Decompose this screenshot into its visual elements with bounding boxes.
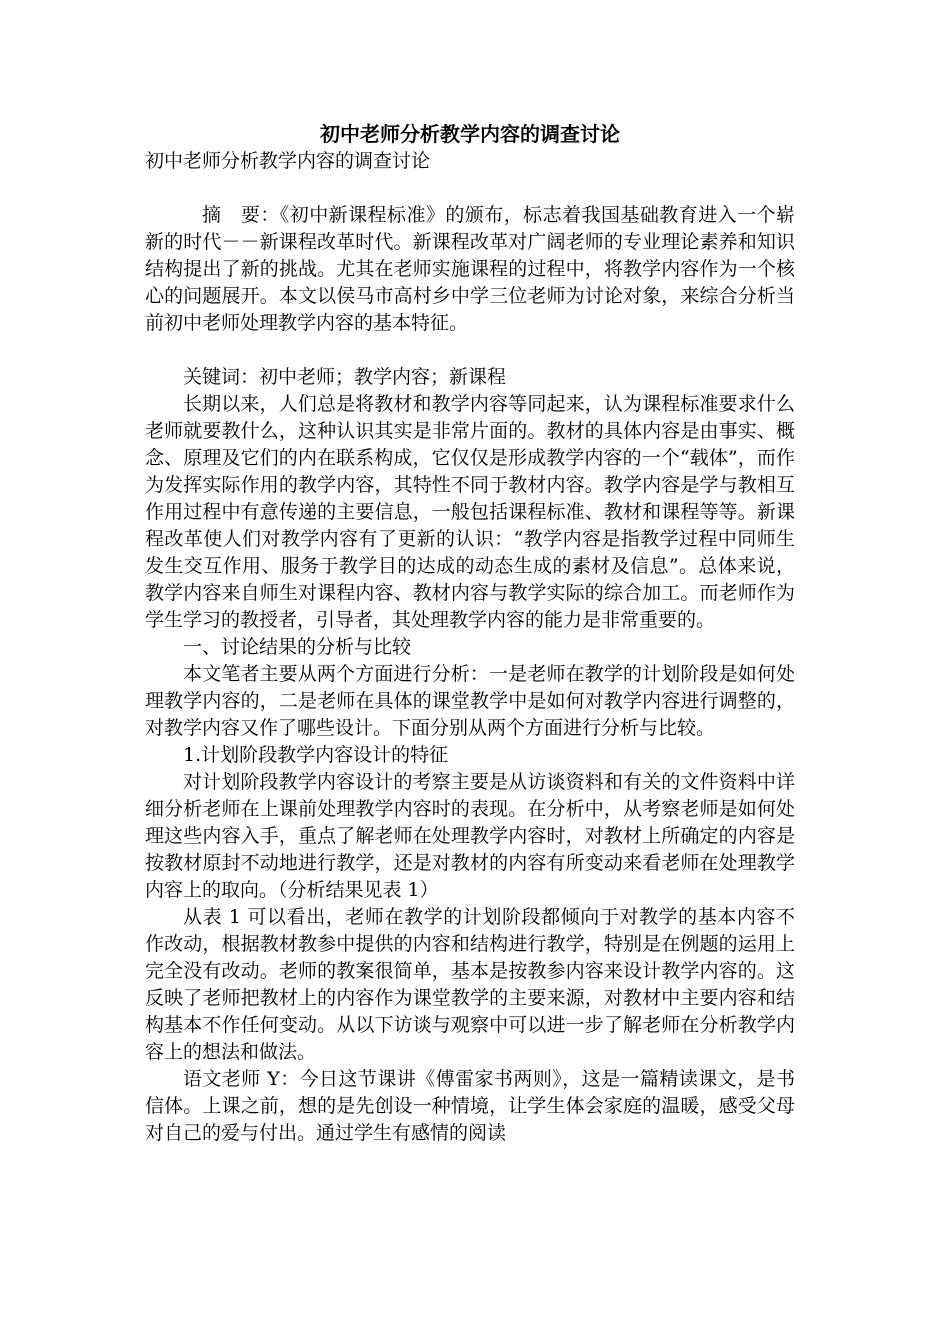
body-paragraph-planning: 对计划阶段教学内容设计的考察主要是从访谈资料和有关的文件资料中详细分析老师在上课前处理教学内容时的表现。在分析中，从考察老师是如何处理这些内容入手，重点了解老师在处理教学内容时，对教材上所确定的内容是按教材原封不动地进行教学，还是对教材的内容有所变动来看老师在处理教学内容上的取向。（分析结果见表 1）	[145, 771, 795, 901]
document-subtitle: 初中老师分析教学内容的调查讨论	[145, 150, 431, 172]
body-paragraph-analysis: 本文笔者主要从两个方面进行分析：一是老师在教学的计划阶段是如何处理教学内容的，二是老师在具体的课堂教学中是如何对教学内容进行调整的，对教学内容又作了哪些设计。下面分别从两个方面进行分析与比较。	[145, 663, 795, 739]
section-heading-1: 一、讨论结果的分析与比较	[183, 636, 412, 658]
blank-line	[145, 175, 795, 202]
abstract-paragraph: 摘 要：《初中新课程标准》的颁布，标志着我国基础教育进入一个崭新的时代－－新课程改革时代。新课程改革对广阔老师的专业理论素养和知识结构提出了新的挑战。尤其在老师实施课程的过程中，将教学内容作为一个核心的问题展开。本文以侯马市高村乡中学三位老师为讨论对象，来综合分析当前初中老师处理教学内容的基本特征。	[145, 204, 795, 334]
body-paragraph-table-1: 从表 1 可以看出，老师在教学的计划阶段都倾向于对教学的基本内容不作改动，根据教材教参中提供的内容和结构进行教学，特别是在例题的运用上完全没有改动。老师的教案很简单，基本是按教参内容来设计教学内容的。这反映了老师把教材上的内容作为课堂教学的主要来源，对教材中主要内容和结构基本不作任何变动。从以下访谈与观察中可以进一步了解老师在分析教学内容上的想法和做法。	[145, 906, 795, 1063]
document-title: 初中老师分析教学内容的调查讨论	[320, 122, 620, 146]
body-paragraph-intro: 长期以来，人们总是将教材和教学内容等同起来，认为课程标准要求什么老师就要教什么，这种认识其实是非常片面的。教材的具体内容是由事实、概念、原理及它们的内在联系构成，它仅仅是形成教学内容的一个“载体”，而作为发挥实际作用的教学内容，其特性不同于教材内容。教学内容是学与教相互作用过程中有意传递的主要信息，一般包括课程标准、教材和课程等等。新课程改革使人们对教学内容有了更新的认识：“教学内容是指教学过程中同师生发生交互作用、服务于教学目的达成的动态生成的素材及信息”。总体来说，教学内容来自师生对课程内容、教材内容与教学实际的综合加工。而老师作为学生学习的教授者，引导者，其处理教学内容的能力是非常重要的。	[145, 393, 795, 631]
document-body	[145, 120, 795, 1147]
body-paragraph-interview: 语文老师 Y：今日这节课讲《傅雷家书两则》，这是一篇精读课文，是书信体。上课之前，想的是先创设一种情境，让学生体会家庭的温暖，感受父母对自己的爱与付出。通过学生有感情的阅读	[145, 1068, 795, 1144]
blank-line	[145, 337, 795, 364]
keywords-line: 关键词：初中老师；教学内容；新课程	[183, 366, 507, 388]
subsection-heading-1: 1.计划阶段教学内容设计的特征	[183, 744, 449, 766]
